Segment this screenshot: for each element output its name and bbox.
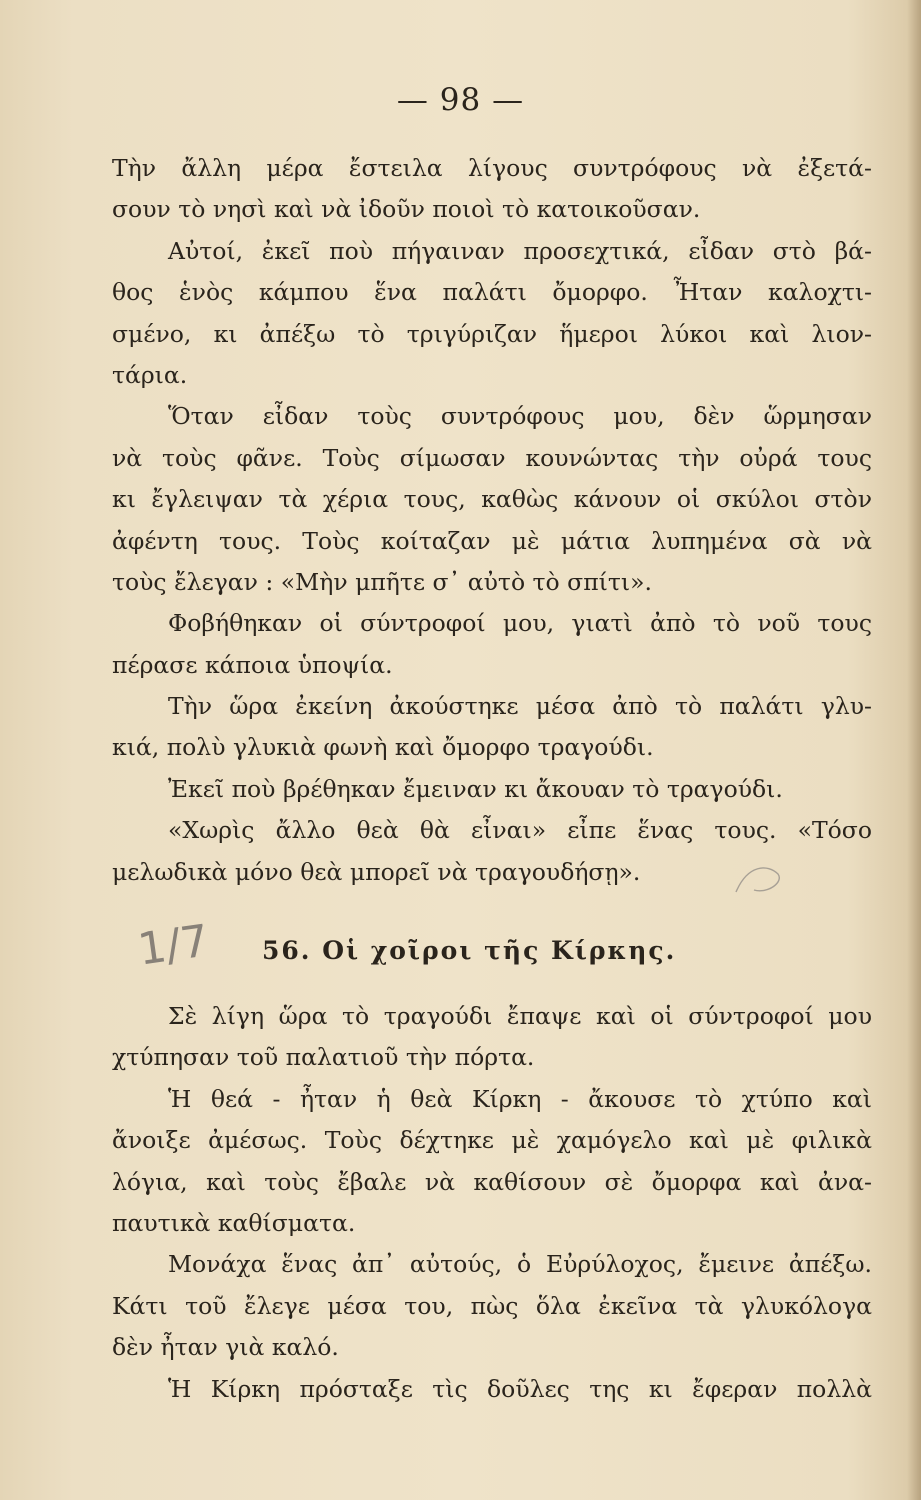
text-block-bottom bbox=[112, 996, 872, 1410]
text-line: «Χωρὶς ἄλλο θεὰ θὰ εἶναι» εἶπε ἕνας τους. «Τόσο bbox=[168, 816, 872, 845]
section-heading: 56. Οἱ χοῖροι τῆς Κίρκης. bbox=[262, 936, 677, 965]
text-line: Τὴν ἄλλη μέρα ἔστειλα λίγους συντρόφους νὰ ἐξετά- bbox=[112, 154, 872, 182]
page-edge-shadow bbox=[907, 0, 921, 1500]
text-line: μελωδικὰ μόνο θεὰ μπορεῖ νὰ τραγουδήσῃ». bbox=[112, 857, 641, 886]
text-line: σουν τὸ νησὶ καὶ νὰ ἰδοῦν ποιοὶ τὸ κατοικοῦσαν. bbox=[112, 195, 701, 224]
pencil-annotation: 1/7 bbox=[134, 915, 213, 976]
text-line: ἄνοιξε ἀμέσως. Τοὺς δέχτηκε μὲ χαμόγελο καὶ μὲ φιλικὰ bbox=[112, 1126, 872, 1155]
text-line: Ὅταν εἶδαν τοὺς συντρόφους μου, δὲν ὥρμησαν bbox=[168, 402, 872, 431]
text-line: παυτικὰ καθίσματα. bbox=[112, 1208, 356, 1237]
text-line: Ἡ Κίρκη πρόσταξε τὶς δοῦλες της κι ἔφεραν πολλὰ bbox=[168, 1374, 872, 1403]
text-line: Ἐκεῖ ποὺ βρέθηκαν ἔμειναν κι ἄκουαν τὸ τραγούδι. bbox=[168, 774, 783, 803]
text-line: Φοβήθηκαν οἱ σύντροφοί μου, γιατὶ ἀπὸ τὸ νοῦ τους bbox=[168, 609, 872, 638]
text-line: σμένο, κι ἀπέξω τὸ τριγύριζαν ἥμεροι λύκοι καὶ λιον- bbox=[112, 319, 872, 348]
text-line: Ἡ θεά - ἦταν ἡ θεὰ Κίρκη - ἄκουσε τὸ χτύπο καὶ bbox=[168, 1084, 872, 1113]
text-line: κι ἔγλειψαν τὰ χέρια τους, καθὼς κάνουν οἱ σκύλοι στὸν bbox=[112, 485, 872, 514]
text-line: ἀφέντη τους. Τοὺς κοίταζαν μὲ μάτια λυπημένα σὰ νὰ bbox=[112, 526, 872, 555]
text-block-top bbox=[112, 148, 872, 893]
text-line: τάρια. bbox=[112, 360, 188, 389]
text-line: θος ἑνὸς κάμπου ἕνα παλάτι ὄμορφο. Ἦταν καλοχτι- bbox=[112, 278, 872, 307]
text-line: Μονάχα ἕνας ἀπ᾽ αὐτούς, ὁ Εὐρύλοχος, ἔμεινε ἀπέξω. bbox=[168, 1250, 872, 1279]
text-line: Σὲ λίγη ὥρα τὸ τραγούδι ἔπαψε καὶ οἱ σύντροφοί μου bbox=[168, 1002, 872, 1030]
pencil-scribble-icon bbox=[728, 860, 788, 900]
text-line: δὲν ἦταν γιὰ καλό. bbox=[112, 1333, 339, 1362]
text-line: κιά, πολὺ γλυκιὰ φωνὴ καὶ ὄμορφο τραγούδι. bbox=[112, 733, 654, 762]
text-line: Αὐτοί, ἐκεῖ ποὺ πήγαιναν προσεχτικά, εἶδαν στὸ βά- bbox=[168, 236, 872, 265]
text-line: τοὺς ἔλεγαν : «Μὴν μπῆτε σ᾽ αὐτὸ τὸ σπίτι». bbox=[112, 567, 652, 596]
text-line: χτύπησαν τοῦ παλατιοῦ τὴν πόρτα. bbox=[112, 1043, 535, 1072]
text-line: λόγια, καὶ τοὺς ἔβαλε νὰ καθίσουν σὲ ὄμορφα καὶ ἀνα- bbox=[112, 1167, 872, 1196]
page-number: — 98 — bbox=[396, 82, 525, 118]
text-line: νὰ τοὺς φᾶνε. Τοὺς σίμωσαν κουνώντας τὴν οὐρά τους bbox=[112, 443, 872, 472]
text-line: Τὴν ὥρα ἐκείνη ἀκούστηκε μέσα ἀπὸ τὸ παλάτι γλυ- bbox=[168, 692, 872, 721]
text-line: πέρασε κάποια ὑποψία. bbox=[112, 650, 393, 679]
text-line: Κάτι τοῦ ἔλεγε μέσα του, πὼς ὅλα ἐκεῖνα τὰ γλυκόλογα bbox=[112, 1291, 872, 1320]
